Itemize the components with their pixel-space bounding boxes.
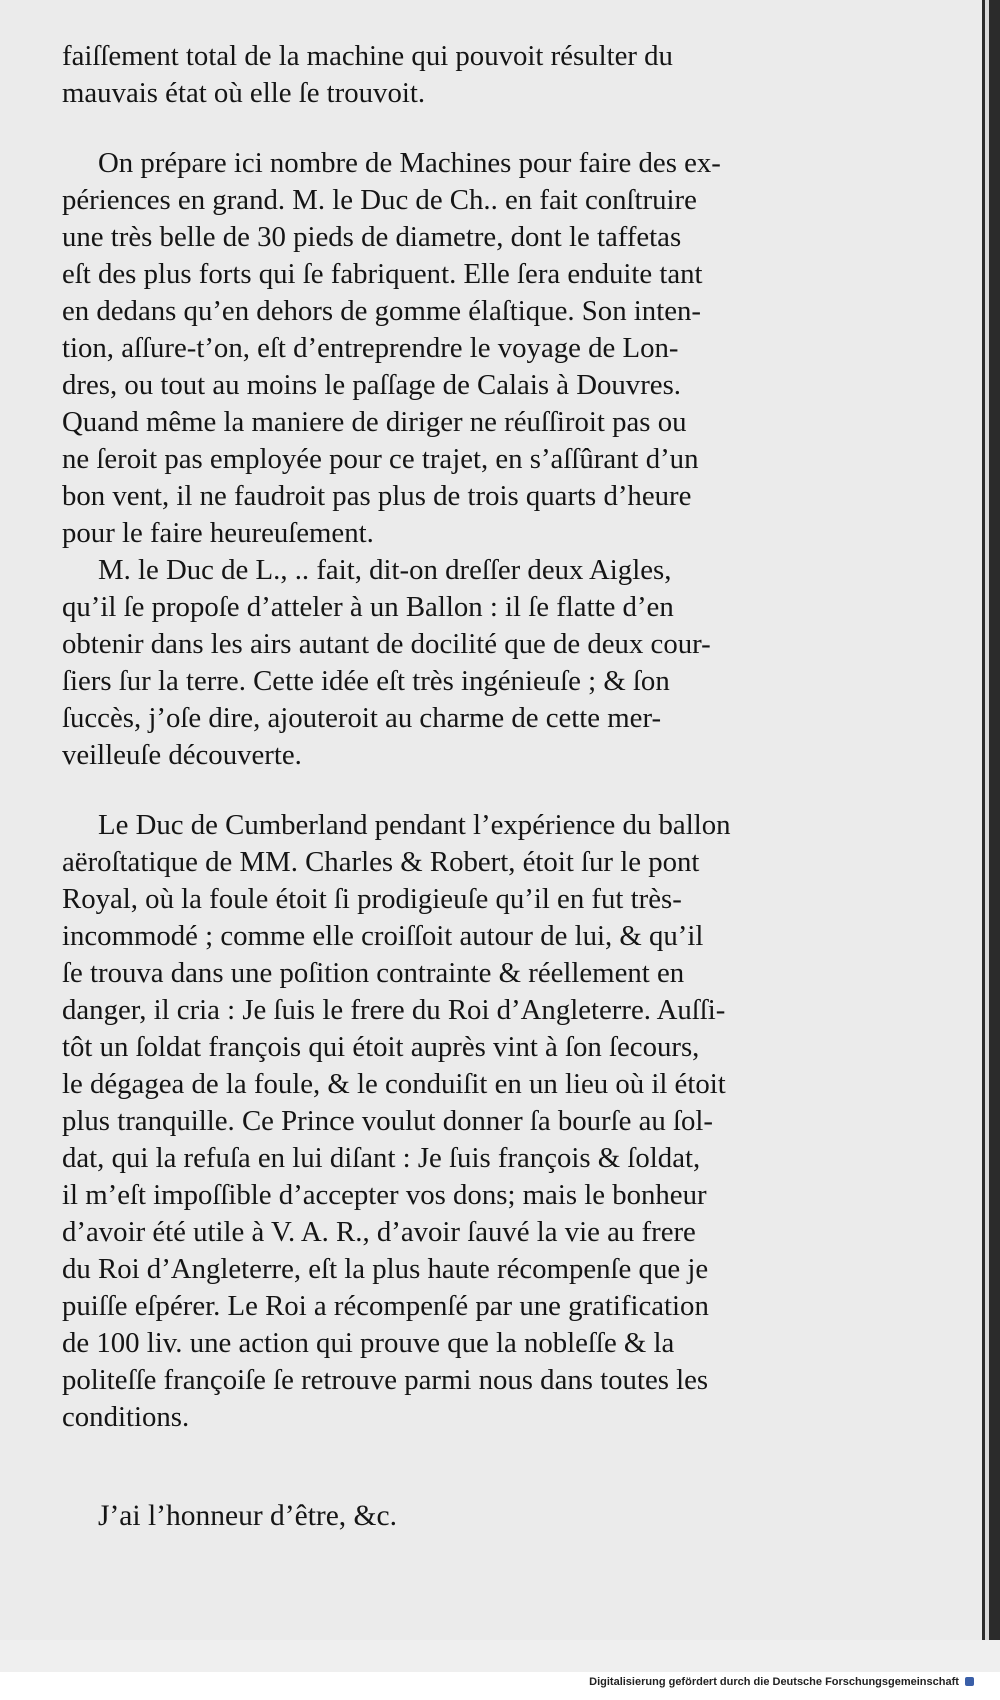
text-line: du Roi d’Angleterre, eſt la plus haute récompenſe que je (62, 1253, 709, 1285)
article-text (62, 38, 972, 1535)
text-line: ſiers ſur la terre. Cette idée eſt très ingénieuſe ; & ſon (62, 665, 670, 697)
text-line: d’avoir été utile à V. A. R., d’avoir ſauvé la vie au frere (62, 1216, 696, 1248)
text-line: M. le Duc de L., .. fait, dit-on dreſſer deux Aigles, (98, 554, 672, 586)
text-line: politeſſe françoiſe ſe retrouve parmi nous dans toutes les (62, 1364, 709, 1396)
text-line: eſt des plus forts qui ſe fabriquent. Elle ſera enduite tant (62, 258, 703, 290)
text-line: danger, il cria : Je ſuis le frere du Roi d’Angleterre. Auſſi- (62, 994, 726, 1026)
text-line: obtenir dans les airs autant de docilité que de deux cour- (62, 628, 711, 660)
digitization-credit (589, 1676, 974, 1688)
scan-edge (982, 0, 1000, 1640)
text-line: ne ſeroit pas employée pour ce trajet, en s’aſſûrant d’un (62, 443, 699, 475)
text-line: dat, qui la refuſa en lui diſant : Je ſuis françois & ſoldat, (62, 1142, 701, 1174)
text-line: faiſſement total de la machine qui pouvoit résulter du (62, 40, 673, 72)
text-line: Royal, où la foule étoit ſi prodigieuſe qu’il en fut très- (62, 883, 682, 915)
paragraph-cumberland (62, 807, 972, 1436)
text-line: Quand même la maniere de diriger ne réuſſiroit pas ou (62, 406, 687, 438)
text-line: tôt un ſoldat françois qui étoit auprès vint à ſon ſecours, (62, 1031, 700, 1063)
credit-text: Digitalisierung gefördert durch die Deutsche Forschungsgemeinschaft (589, 1676, 959, 1688)
text-line: ſe trouva dans une poſition contrainte & réellement en (62, 957, 685, 989)
closing-salutation: J’ai l’honneur d’être, &c. (98, 1500, 397, 1532)
text-line: qu’il ſe propoſe d’atteler à un Ballon : il ſe flatte d’en (62, 591, 674, 623)
text-line: le dégagea de la foule, & le conduiſit en un lieu où il étoit (62, 1068, 726, 1100)
text-line: On prépare ici nombre de Machines pour faire des ex- (98, 147, 721, 179)
text-line: une très belle de 30 pieds de diametre, dont le taffetas (62, 221, 682, 253)
text-line: mauvais état où elle ſe trouvoit. (62, 77, 426, 109)
text-line: de 100 liv. une action qui prouve que la nobleſſe & la (62, 1327, 675, 1359)
text-line: il m’eſt impoſſible d’accepter vos dons; mais le bonheur (62, 1179, 707, 1211)
text-line: incommodé ; comme elle croiſſoit autour de lui, & qu’il (62, 920, 704, 952)
dfg-logo-icon (965, 1677, 974, 1686)
scan-edge-highlight (985, 0, 989, 1640)
text-line: puiſſe eſpérer. Le Roi a récompenſé par une gratification (62, 1290, 709, 1322)
text-line: tion, aſſure-t’on, eſt d’entreprendre le voyage de Lon- (62, 332, 679, 364)
text-line: bon vent, il ne faudroit pas plus de trois quarts d’heure (62, 480, 692, 512)
text-line: en dedans qu’en dehors de gomme élaſtique. Son inten- (62, 295, 701, 327)
text-line: conditions. (62, 1401, 190, 1433)
text-line: ſuccès, j’oſe dire, ajouteroit au charme de cette mer- (62, 702, 662, 734)
text-line: périences en grand. M. le Duc de Ch.. en fait conſtruire (62, 184, 697, 216)
paragraph-aigles (62, 552, 972, 774)
text-line: dres, ou tout au moins le paſſage de Calais à Douvres. (62, 369, 681, 401)
text-line: veilleuſe découverte. (62, 739, 302, 771)
text-line: Le Duc de Cumberland pendant l’expérience du ballon (98, 809, 731, 841)
paragraph-machines (62, 145, 972, 552)
text-line: pour le faire heureuſement. (62, 517, 374, 549)
paragraph-continuation (62, 38, 972, 112)
text-line: aëroſtatique de MM. Charles & Robert, étoit ſur le pont (62, 846, 700, 878)
text-line: plus tranquille. Ce Prince voulut donner ſa bourſe au ſol- (62, 1105, 713, 1137)
